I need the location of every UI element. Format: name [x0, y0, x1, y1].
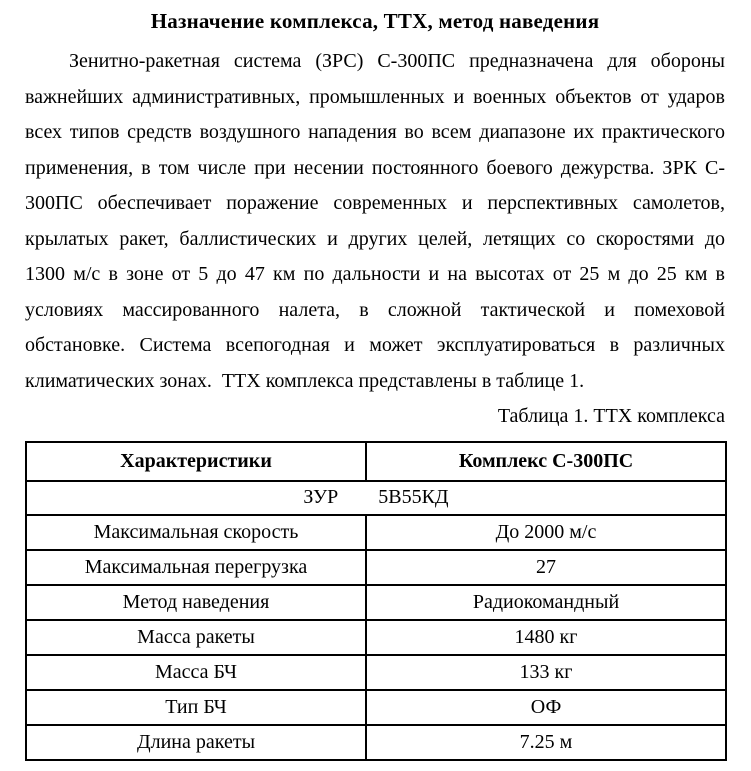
row-label-cell: Масса БЧ — [26, 655, 366, 690]
ttx-table — [25, 441, 727, 761]
paragraph-line: 300ПС обеспечивает поражение современных и перспективных самолетов, — [25, 192, 725, 214]
header-cell-characteristics: Характеристики — [26, 442, 366, 481]
table-header-row — [26, 442, 726, 481]
row-label-cell: Масса ракеты — [26, 620, 366, 655]
merged-cell-zur — [26, 481, 726, 515]
paragraph-line: условиях массированного налета, в сложной тактической и помеховой — [25, 298, 725, 321]
paragraph-line: 1300 м/с в зоне от 5 до 47 км по дальности и на высотах от 25 м до 25 км в — [25, 263, 725, 285]
intro-paragraph — [25, 44, 725, 399]
paragraph-line: всех типов средств воздушного нападения во всем диапазоне их практического — [25, 121, 725, 143]
paragraph-line: климатических зонах. ТТХ комплекса представлены в таблице 1. — [25, 369, 585, 392]
paragraph-line: обстановке. Система всепогодная и может эксплуатироваться в различных — [25, 334, 725, 356]
table-row — [26, 585, 726, 620]
table-row — [26, 620, 726, 655]
table-row-merged-zur — [26, 481, 726, 515]
row-label-cell: Тип БЧ — [26, 690, 366, 725]
row-label-cell: Максимальная перегрузка — [26, 550, 366, 585]
table-caption: Таблица 1. ТТХ комплекса — [497, 405, 725, 427]
row-value-cell: 1480 кг — [366, 620, 726, 655]
paragraph-line: важнейших административных, промышленных и военных объектов от ударов — [25, 85, 725, 108]
row-label-cell: Максимальная скорость — [26, 515, 366, 550]
row-value-cell: 133 кг — [366, 655, 726, 690]
row-value-cell: ОФ — [366, 690, 726, 725]
table-row — [26, 550, 726, 585]
row-label-cell: Метод наведения — [26, 585, 366, 620]
document-title: Назначение комплекса, ТТХ, метод наведения — [150, 9, 600, 33]
paragraph-line: применения, в том числе при несении постоянного боевого дежурства. ЗРК С- — [25, 156, 725, 179]
table-row — [26, 655, 726, 690]
paragraph-line: крылатых ракет, баллистических и других целей, летящих со скоростями до — [25, 227, 725, 250]
row-value-cell: 27 — [366, 550, 726, 585]
header-cell-complex: Комплекс С-300ПС — [366, 442, 726, 481]
table-row — [26, 515, 726, 550]
row-value-cell: 7.25 м — [366, 725, 726, 760]
zur-label: ЗУР — [303, 486, 339, 508]
paragraph-line: Зенитно-ракетная система (ЗРС) С-300ПС предназначена для обороны — [69, 50, 725, 72]
row-value-cell: Радиокомандный — [366, 585, 726, 620]
row-value-cell: До 2000 м/с — [366, 515, 726, 550]
zur-value: 5В55КД — [378, 486, 449, 508]
table-row — [26, 690, 726, 725]
row-label-cell: Длина ракеты — [26, 725, 366, 760]
table-row — [26, 725, 726, 760]
